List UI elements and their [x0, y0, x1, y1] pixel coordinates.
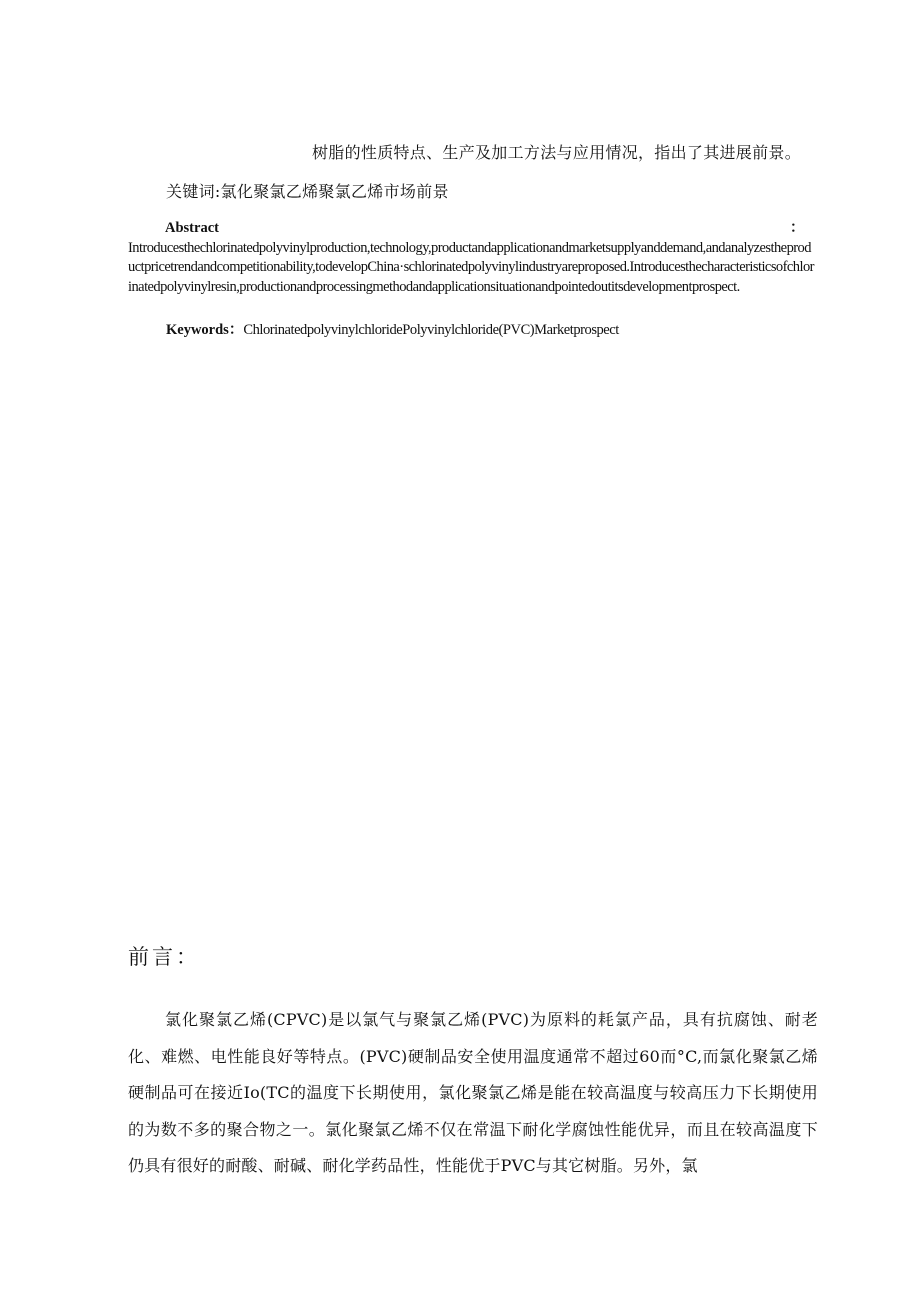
abstract-en-text: Introducesthechlorinatedpolyvinylproduction,technology,productandapplicationandmarketsupplyanddemand,andanalyzestheproductpricetrendandcompetitionability,todevelopChina·schlorinatedpolyvinylindustryareproposed.Introducesthecharacteristicsofchlorinatedpolyvinylresin,productionandprocessingmethodandapplicationsituationandpointedoutitsdevelopmentprospect.: [128, 239, 814, 295]
keywords-en: [166, 318, 619, 339]
keywords-en-label: Keywords：: [166, 322, 244, 338]
abstract-en-heading: [128, 219, 814, 239]
keywords-zh-label: 关键词:: [166, 182, 221, 201]
abstract-en: [128, 219, 814, 297]
abstract-zh-continuation: 树脂的性质特点、生产及加工方法与应用情况，指出了其进展前景。: [312, 143, 802, 162]
abstract-en-label: Abstract: [165, 220, 219, 236]
preface-title: 前言：: [128, 945, 200, 969]
abstract-en-colon: ：: [790, 220, 804, 236]
keywords-en-value: ChlorinatedpolyvinylchloridePolyvinylchloride(PVC)Marketprospect: [243, 322, 619, 338]
keywords-zh-value: 氯化聚氯乙烯聚氯乙烯市场前景: [220, 182, 449, 201]
keywords-zh: [166, 179, 449, 202]
preface-paragraph: 氯化聚氯乙烯(CPVC)是以氯气与聚氯乙烯(PVC)为原料的耗氯产品，具有抗腐蚀、耐老化、难燃、电性能良好等特点。(PVC)硬制品安全使用温度通常不超过60而°C,而氯化聚氯乙烯硬制品可在接近Io(TC的温度下长期使用，氯化聚氯乙烯是能在较高温度与较高压力下长期使用的为数不多的聚合物之一。氯化聚氯乙烯不仅在常温下耐化学腐蚀性能优异，而且在较高温度下仍具有很好的耐酸、耐碱、耐化学药品性，性能优于PVC与其它树脂。另外，氯: [128, 1010, 818, 1175]
